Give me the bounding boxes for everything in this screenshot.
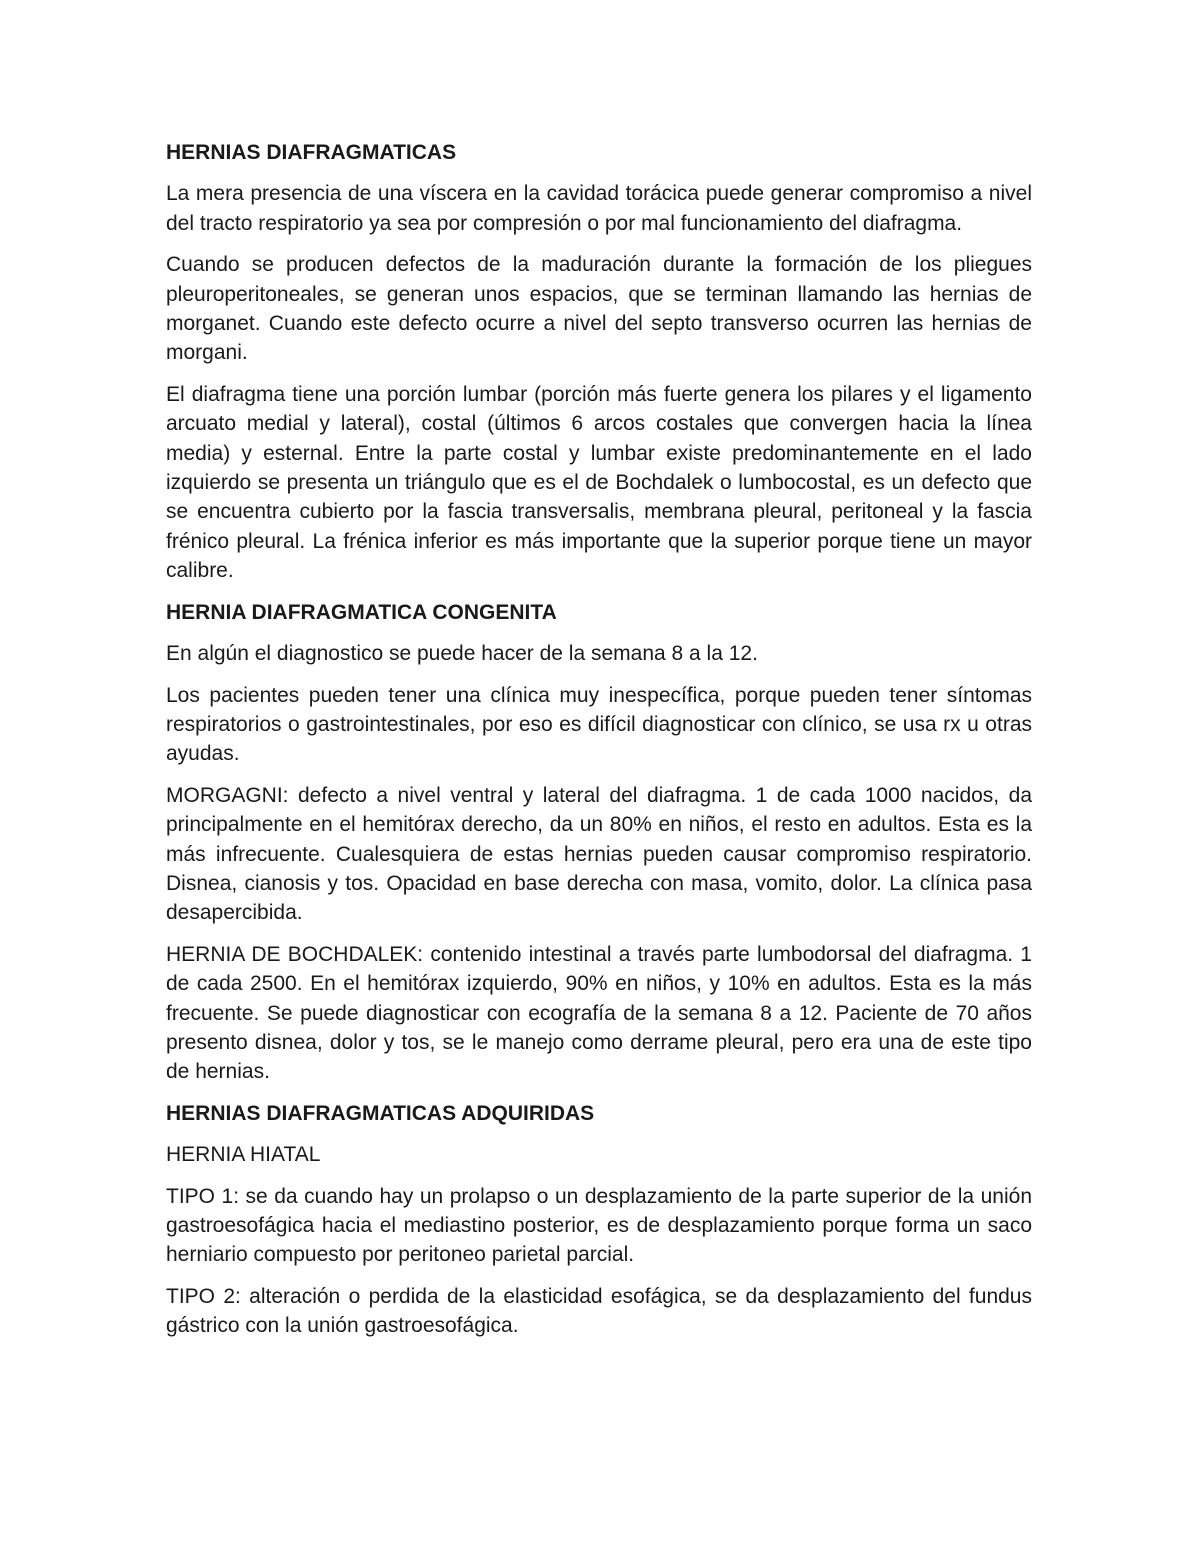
paragraph-bochdalek: HERNIA DE BOCHDALEK: contenido intestinal a través parte lumbodorsal del diafragma. 1 de cada 2500. En el hemitórax izquierdo, 90% en niños, y 10% en adultos. Esta es la más frecuente. Se puede diagnosticar con ecografía de la semana 8 a 12. Paciente de 70 años presento disnea, dolor y tos, se le manejo como derrame pleural, pero era una de este tipo de hernias. [166,942,1032,1084]
paragraph-diafragma-porciones: El diafragma tiene una porción lumbar (porción más fuerte genera los pilares y el ligamento arcuato medial y lateral), costal (últimos 6 arcos costales que convergen hacia la línea media) y esternal. Entre la parte costal y lumbar existe predominantemente en el lado izquierdo se presenta un triángulo que es el de Bochdalek o lumbocostal, es un defecto que se encuentra cubierto por la fascia transversalis, membrana pleural, peritoneal y la fascia frénico pleural. La frénica inferior es más importante que la superior porque tiene un mayor calibre. [166,382,1032,583]
paragraph-tipo-1: TIPO 1: se da cuando hay un prolapso o un desplazamiento de la parte superior de la unión gastroesofágica hacia el mediastino posterior, es de desplazamiento porque forma un saco herniario compuesto por peritoneo parietal parcial. [166,1184,1032,1267]
paragraph-morgagni: MORGAGNI: defecto a nivel ventral y lateral del diafragma. 1 de cada 1000 nacidos, da principalmente en el hemitórax derecho, da un 80% en niños, el resto en adultos. Esta es la más infrecuente. Cualesquiera de estas hernias pueden causar compromiso respiratorio. Disnea, cianosis y tos. Opacidad en base derecha con masa, vomito, dolor. La clínica pasa desapercibida. [166,783,1032,925]
paragraph-tipo-2: TIPO 2: alteración o perdida de la elasticidad esofágica, se da desplazamiento del fundus gástrico con la unión gastroesofágica. [166,1284,1032,1338]
section-heading-hernia-congenita: HERNIA DIAFRAGMATICA CONGENITA [166,600,557,624]
subheading-hernia-hiatal: HERNIA HIATAL [166,1143,321,1167]
section-heading-hernias-adquiridas: HERNIAS DIAFRAGMATICAS ADQUIRIDAS [166,1101,595,1125]
document-page [166,138,1032,1353]
paragraph-diagnostico-semana: En algún el diagnostico se puede hacer de la semana 8 a la 12. [166,642,758,666]
paragraph-defectos-maduracion: Cuando se producen defectos de la maduración durante la formación de los pliegues pleuroperitoneales, se generan unos espacios, que se terminan llamando las hernias de morganet. Cuando este defecto ocurre a nivel del septo transverso ocurren las hernias de morgani. [166,253,1032,365]
paragraph-intro: La mera presencia de una víscera en la cavidad torácica puede generar compromiso a nivel del tracto respiratorio ya sea por compresión o por mal funcionamiento del diafragma. [166,182,1032,235]
section-heading-hernias-diafragmaticas: HERNIAS DIAFRAGMATICAS [166,141,457,164]
paragraph-clinica-inespecifica: Los pacientes pueden tener una clínica muy inespecífica, porque pueden tener síntomas respiratorios o gastrointestinales, por eso es difícil diagnosticar con clínico, se usa rx u otras ayudas. [166,683,1032,766]
